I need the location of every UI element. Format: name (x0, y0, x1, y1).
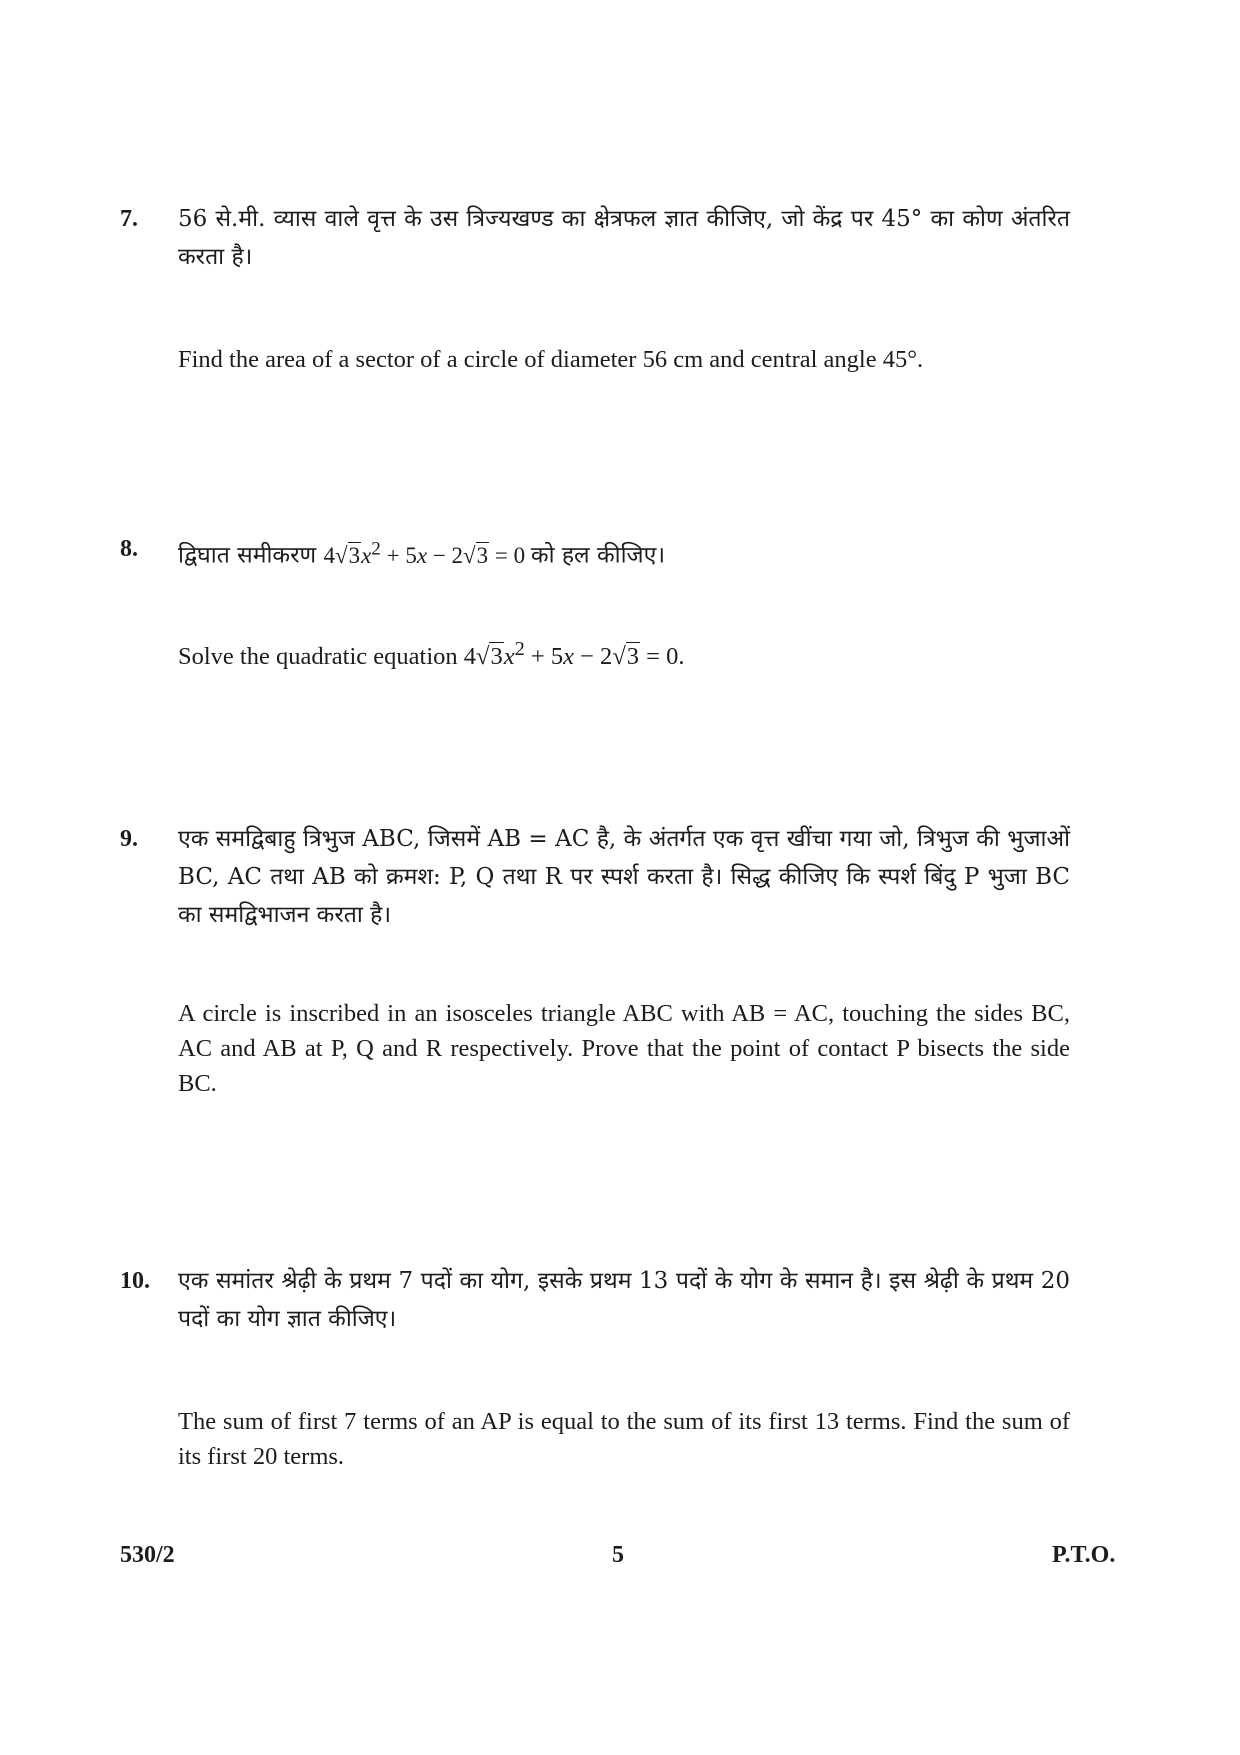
question-text-english: A circle is inscribed in an isosceles triangle ABC with AB = AC, touching the sides BC, AC and AB at P, Q and R respectively. Prove that the point of contact P bisects the side BC. (178, 1000, 1070, 1097)
eq-radicand: 3 (490, 643, 503, 671)
eq-var: x (503, 643, 515, 671)
equation: $4√3x^2 + 5x - 2√3 = 0$ (323, 538, 526, 568)
question-8 (120, 530, 1070, 680)
eq-rhs: = 0 (489, 542, 526, 568)
equation: $4√3x^2 + 5x - 2√3 = 0$ (463, 638, 679, 671)
english-text-after: . (678, 643, 685, 671)
eq-rhs: = 0 (640, 643, 679, 671)
english-text-before: Solve the quadratic equation (178, 643, 458, 671)
question-text-hindi: एक समद्विबाहु त्रिभुज ABC, जिसमें AB = AC है, के अंतर्गत एक वृत्त खींचा गया जो, त्रिभुज की भुजाओं BC, AC तथा AB को क्रमश: P, Q तथा R पर स्पर्श करता है। सिद्ध कीजिए कि स्पर्श बिंदु P भुजा BC का समद्विभाजन करता है। (178, 826, 1070, 928)
eq-var: x (361, 542, 372, 568)
question-text-english: Find the area of a sector of a circle of diameter 56 cm and central angle 45°. (178, 346, 924, 373)
question-number: 8. (120, 536, 138, 562)
eq-exponent: 2 (514, 638, 525, 660)
hindi-text-after: को हल कीजिए। (530, 542, 666, 569)
question-text-english: The sum of first 7 terms of an AP is equal to the sum of its first 13 terms. Find the sum of its first 20 terms. (178, 1408, 1070, 1470)
page-number: 5 (612, 1542, 624, 1568)
eq-coef: 4 (323, 542, 335, 568)
question-9 (120, 820, 1070, 1120)
question-7 (120, 200, 1070, 380)
question-number: 10. (120, 1268, 150, 1294)
hindi-text-before: द्विघात समीकरण (178, 542, 317, 569)
eq-radicand: 3 (626, 643, 640, 671)
question-number: 7. (120, 206, 138, 232)
eq-var: x (563, 643, 574, 671)
eq-term: + 5 (524, 643, 564, 671)
question-text-hindi: 56 से.मी. व्यास वाले वृत्त के उस त्रिज्यखण्ड का क्षेत्रफल ज्ञात कीजिए, जो केंद्र पर 45° का कोण अंतरित करता है। (178, 206, 1070, 270)
eq-term: − 2 (427, 542, 464, 568)
question-number: 9. (120, 826, 138, 852)
eq-radicand: 3 (348, 542, 361, 568)
eq-var: x (416, 542, 428, 568)
question-text-hindi: एक समांतर श्रेढ़ी के प्रथम 7 पदों का योग, इसके प्रथम 13 पदों के योग के समान है। इस श्रेढ़ी के प्रथम 20 पदों का योग ज्ञात कीजिए। (178, 1268, 1070, 1332)
eq-radicand: 3 (476, 542, 489, 568)
eq-term: + 5 (380, 542, 417, 568)
pto-marker: P.T.O. (1052, 1542, 1116, 1568)
eq-exponent: 2 (371, 538, 381, 559)
eq-coef: 4 (463, 643, 476, 671)
question-10 (120, 1262, 1070, 1482)
eq-term: − 2 (573, 643, 613, 671)
question-text-english (178, 632, 1070, 674)
paper-code: 530/2 (120, 1542, 175, 1568)
question-text-hindi (178, 530, 1070, 575)
